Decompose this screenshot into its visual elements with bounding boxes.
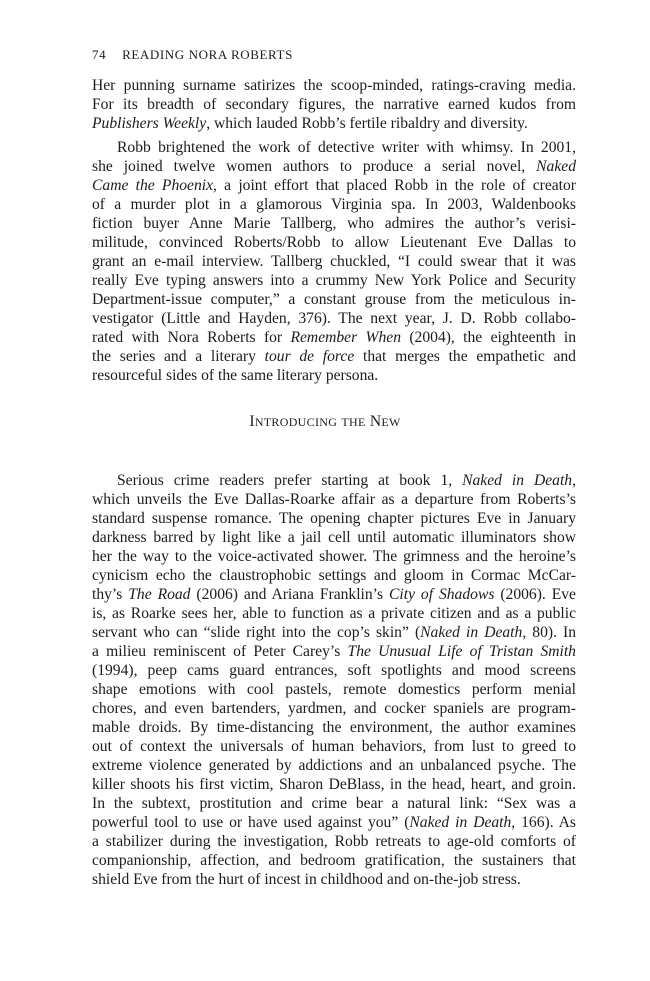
text-line [92, 347, 576, 366]
text-run: killer shoots his first victim, Sharon DeBlass, in the head, heart, and groin. [92, 776, 576, 793]
text-line [92, 176, 576, 195]
text-line [117, 471, 576, 490]
text-line [92, 214, 576, 233]
italic-title: City of Shadows [389, 586, 495, 603]
text-line [92, 252, 576, 271]
text-line [92, 680, 576, 699]
text-run: chores, and even bartenders, yardmen, and cocker spaniels are program- [92, 700, 576, 717]
text-run: of a murder plot in a glamorous Virginia spa. In 2003, Waldenbooks [92, 196, 576, 213]
text-line [92, 585, 576, 604]
text-run: grant an e-mail interview. Tallberg chuckled, “I could swear that it was [92, 253, 576, 270]
text-line [92, 870, 576, 889]
text-line [92, 718, 576, 737]
text-run: powerful tool to use or have used against you” ( [92, 814, 410, 831]
text-run: the series and a literary [92, 348, 265, 365]
text-line [92, 233, 576, 252]
running-head-title: READING NORA ROBERTS [122, 47, 293, 62]
text-line [92, 851, 576, 870]
text-line [92, 114, 576, 133]
text-line [92, 699, 576, 718]
text-line [92, 490, 576, 509]
text-line [92, 366, 576, 385]
text-run: cynicism echo the claustrophobic settings and gloom in Cormac McCar- [92, 567, 576, 584]
text-run: companionship, affection, and bedroom gratification, the sustainers that [92, 852, 576, 869]
text-run: her the way to the voice-activated shower. The grimness and the heroine’s [92, 548, 576, 565]
text-line [92, 566, 576, 585]
text-line [92, 195, 576, 214]
text-run: , 80). In [522, 624, 577, 641]
italic-title: The Road [128, 586, 191, 603]
text-run: , [572, 472, 577, 489]
text-run: extreme violence generated by addictions and an unbalanced psyche. The [92, 757, 576, 774]
running-head [92, 47, 293, 63]
text-run: is, as Roarke sees her, able to function as a private citizen and as a public [92, 605, 576, 622]
text-run: shape emotions with cool pastels, remote domestics perform menial [92, 681, 576, 698]
text-run: mable droids. By time-distancing the environment, the author examines [92, 719, 576, 736]
text-run: a stabilizer during the investigation, Robb retreats to age-old comforts of [92, 833, 576, 850]
text-run: resourceful sides of the same literary persona. [92, 367, 379, 384]
italic-title: Remember When [290, 329, 402, 346]
italic-title: Came the Phoenix [92, 177, 214, 194]
italic-title: Naked [536, 158, 576, 175]
text-run: darkness barred by light like a jail cell until automatic illuminators show [92, 529, 576, 546]
text-line [92, 832, 576, 851]
text-run: really Eve typing answers into a crummy New York Police and Security [92, 272, 576, 289]
text-run: standard suspense romance. The opening chapter pictures Eve in January [92, 510, 576, 527]
text-run: a milieu reminiscent of Peter Carey’s [92, 643, 348, 660]
text-line [92, 604, 576, 623]
text-line [117, 138, 576, 157]
text-line [92, 775, 576, 794]
text-line [92, 76, 576, 95]
text-line [92, 309, 576, 328]
text-run: she joined twelve women authors to produce a serial novel, [92, 158, 537, 175]
text-line [92, 271, 576, 290]
text-line [92, 813, 576, 832]
text-run: fiction buyer Anne Marie Tallberg, who admires the author’s verisi- [92, 215, 576, 232]
text-run: servant who can “slide right into the cop’s skin” ( [92, 624, 421, 641]
text-line [92, 547, 576, 566]
text-run: (1994), peep cams guard entrances, soft spotlights and mood screens [92, 662, 576, 679]
text-run: thy’s [92, 586, 129, 603]
text-line [92, 328, 576, 347]
text-run: , which lauded Robb’s fertile ribaldry and diversity. [206, 115, 528, 132]
text-line [92, 95, 576, 114]
section-heading: INTRODUCING THE NEW [249, 413, 401, 430]
text-line [92, 642, 576, 661]
text-line [92, 290, 576, 309]
italic-title: Naked in Death [409, 814, 512, 831]
text-run: (2004), the eighteenth in [401, 329, 576, 346]
text-run: that merges the empathetic and [354, 348, 576, 365]
text-run: militude, convinced Roberts/Robb to allow Lieutenant Eve Dallas to [92, 234, 576, 251]
text-run: which unveils the Eve Dallas-Roarke affair as a departure from Roberts’s [92, 491, 576, 508]
text-run: , 166). As [511, 814, 576, 831]
italic-title: Publishers Weekly [92, 115, 207, 132]
text-run: vestigator (Little and Hayden, 376). The next year, J. D. Robb collabo- [92, 310, 576, 327]
italic-title: Naked in Death [420, 624, 523, 641]
text-line [92, 509, 576, 528]
text-run: rated with Nora Roberts for [92, 329, 291, 346]
text-run: Serious crime readers prefer starting at book 1, [117, 472, 463, 489]
page-number: 74 [92, 47, 107, 62]
italic-title: Naked in Death [462, 472, 573, 489]
text-run: Robb brightened the work of detective writer with whimsy. In 2001, [117, 139, 576, 156]
text-run: Her punning surname satirizes the scoop-minded, ratings-craving media. [92, 77, 576, 94]
text-run: out of context the universals of human behaviors, from lust to greed to [92, 738, 576, 755]
text-run: In the subtext, prostitution and crime bear a natural link: “Sex was a [92, 795, 576, 812]
text-line [92, 623, 576, 642]
text-line [92, 756, 576, 775]
text-run: shield Eve from the hurt of incest in childhood and on-the-job stress. [92, 871, 521, 888]
text-run: Department-issue computer,” a constant grouse from the meticulous in- [92, 291, 576, 308]
text-line [92, 157, 576, 176]
text-line [92, 661, 576, 680]
text-line [92, 737, 576, 756]
text-run: For its breadth of secondary figures, the narrative earned kudos from [92, 96, 576, 113]
text-run: , a joint effort that placed Robb in the role of creator [213, 177, 576, 194]
text-line [92, 528, 576, 547]
text-run: (2006) and Ariana Franklin’s [190, 586, 389, 603]
italic-title: The Unusual Life of Tristan Smith [347, 643, 576, 660]
italic-title: tour de force [264, 348, 355, 365]
text-line [92, 794, 576, 813]
text-run: (2006). Eve [494, 586, 576, 603]
